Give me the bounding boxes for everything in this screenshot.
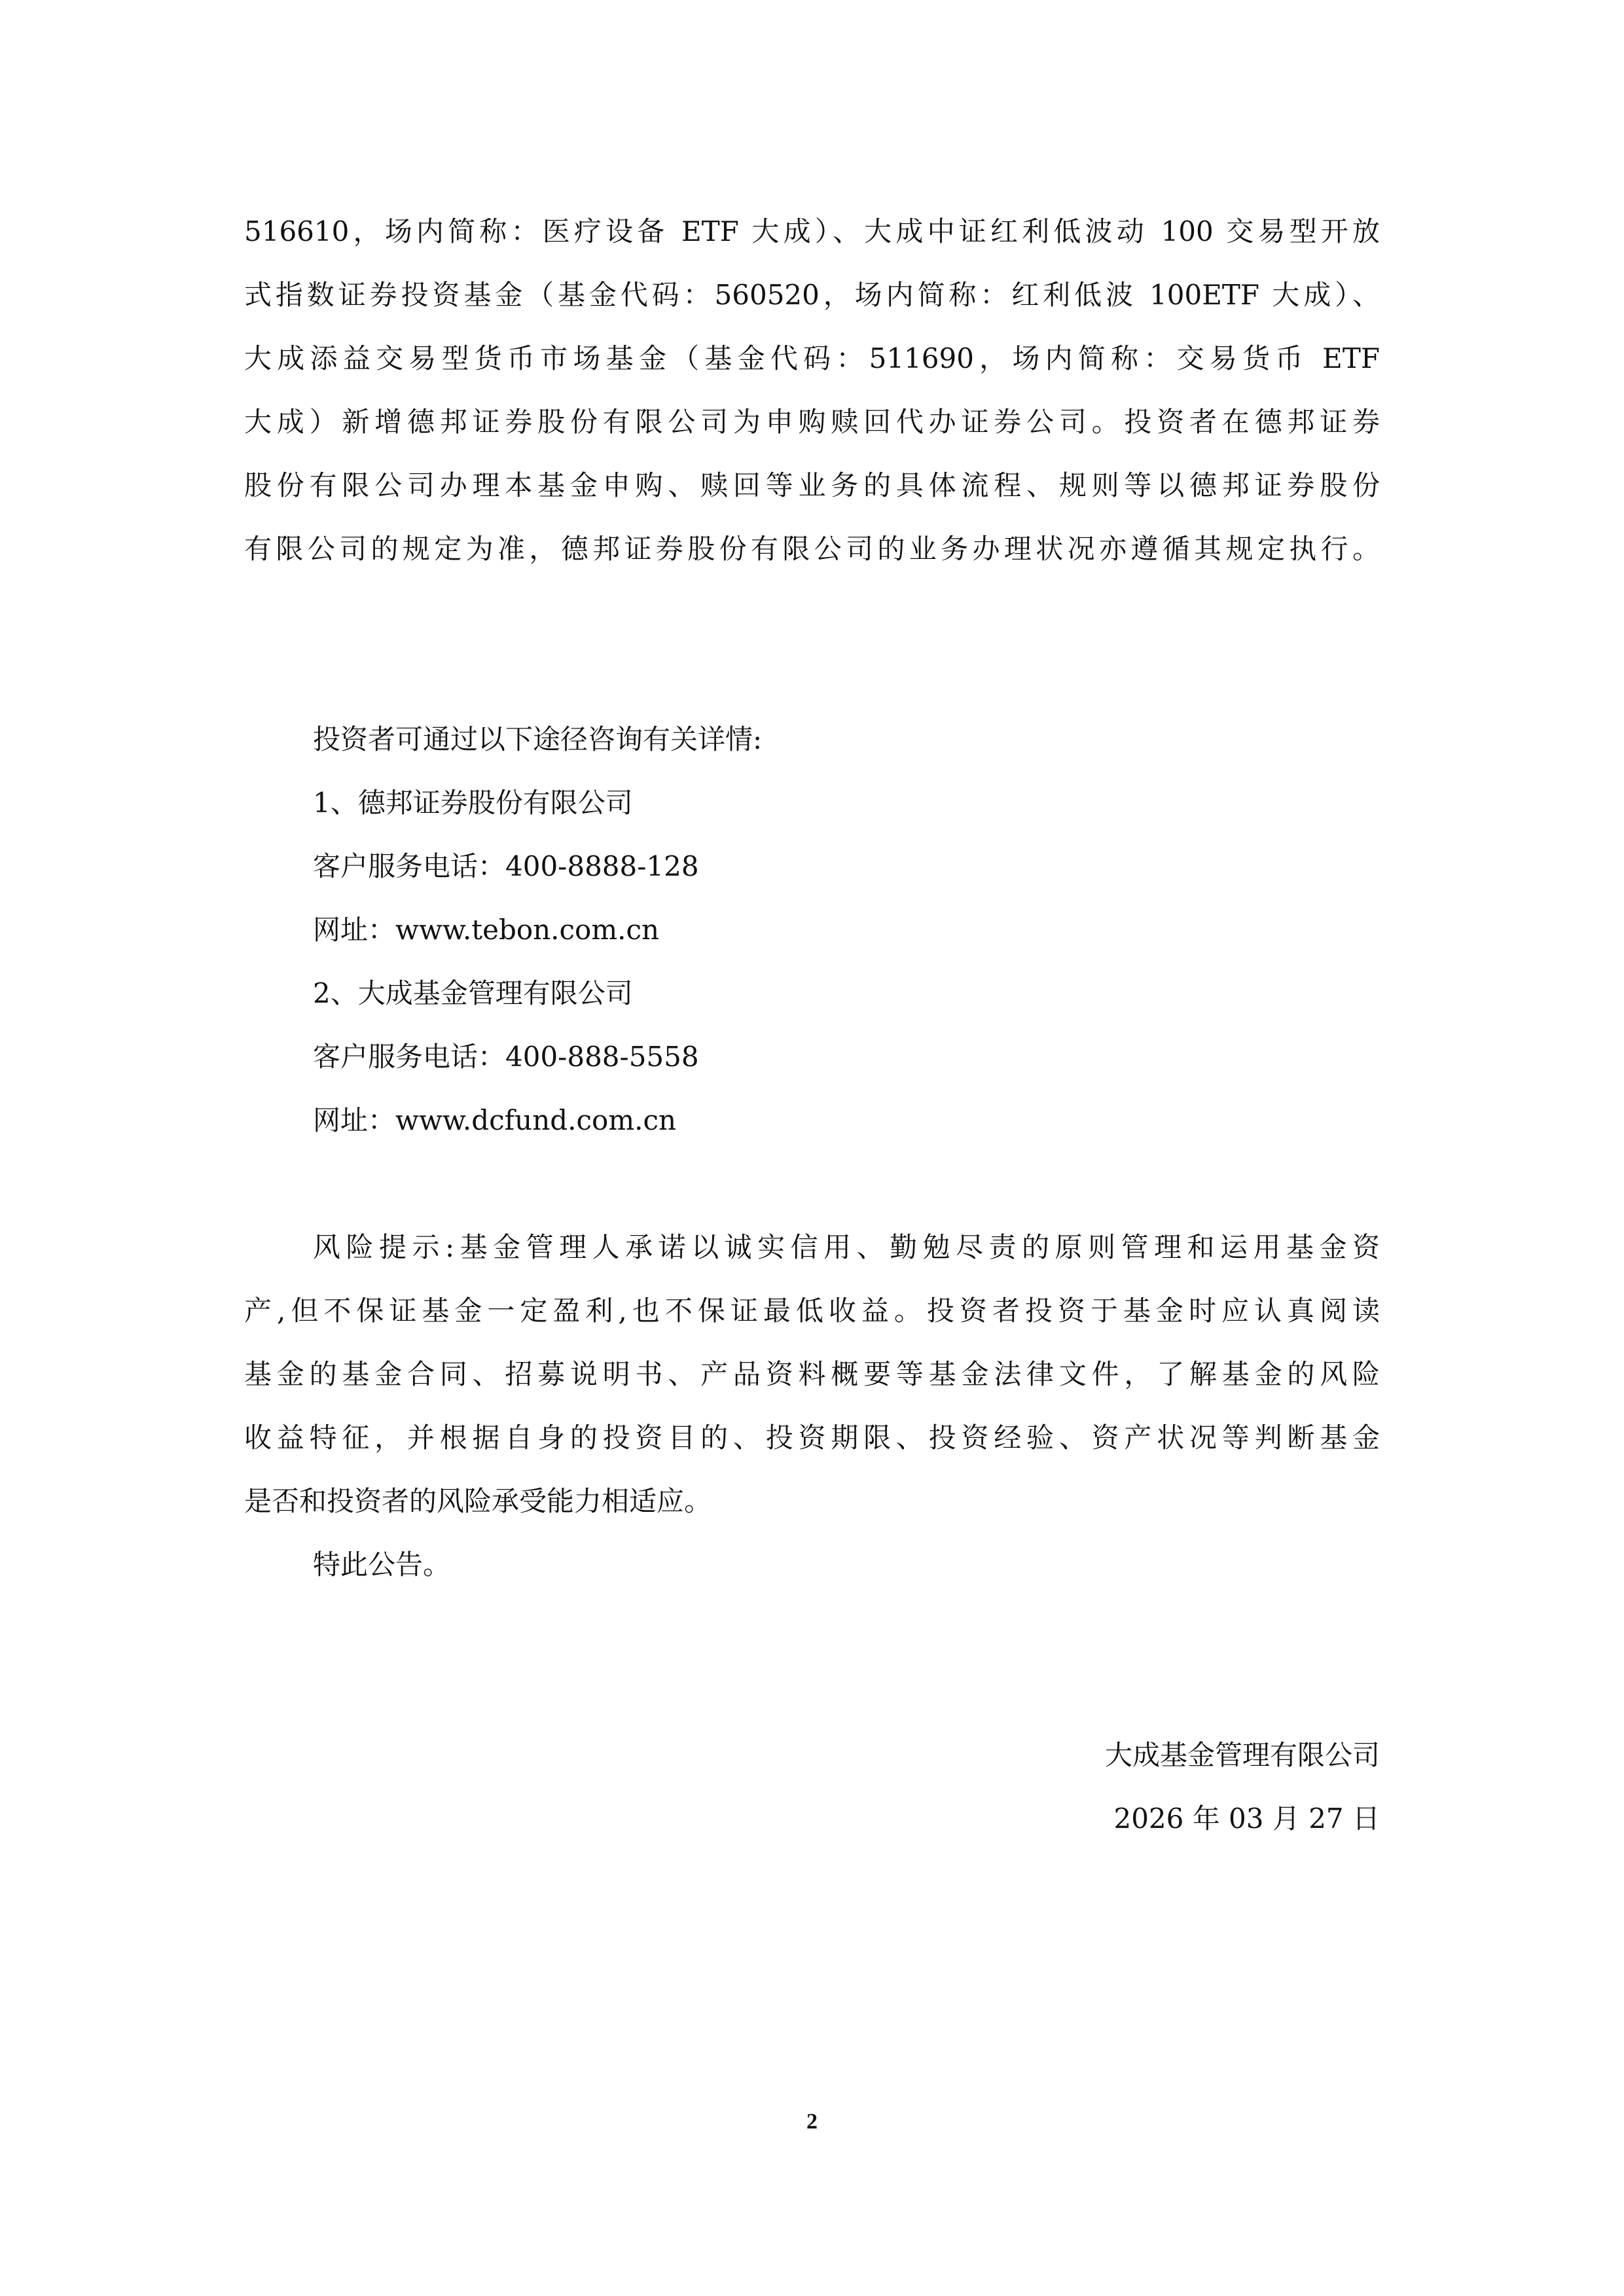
paragraph-line: 有限公司的规定为准，德邦证券股份有限公司的业务办理状况亦遵循其规定执行。 bbox=[244, 533, 1380, 565]
risk-line: 收益特征，并根据自身的投资目的、投资期限、投资经验、资产状况等判断基金 bbox=[244, 1422, 1380, 1454]
risk-line: 风险提示:基金管理人承诺以诚实信用、勤勉尽责的原则管理和运用基金资 bbox=[313, 1231, 1380, 1263]
contact-intro: 投资者可通过以下途径咨询有关详情: bbox=[313, 723, 763, 755]
contact-org1-url: 网址：www.tebon.com.cn bbox=[313, 914, 660, 946]
paragraph-line: 式指数证券投资基金（基金代码：560520，场内简称：红利低波 100ETF 大成）、 bbox=[244, 279, 1380, 311]
contact-org1-name: 1、德邦证券股份有限公司 bbox=[313, 787, 633, 819]
risk-line: 产,但不保证基金一定盈利,也不保证最低收益。投资者投资于基金时应认真阅读 bbox=[244, 1295, 1380, 1327]
risk-line: 是否和投资者的风险承受能力相适应。 bbox=[244, 1485, 712, 1517]
paragraph-line: 股份有限公司办理本基金申购、赎回等业务的具体流程、规则等以德邦证券股份 bbox=[244, 469, 1380, 501]
page-number: 2 bbox=[806, 2109, 818, 2134]
risk-line: 基金的基金合同、招募说明书、产品资料概要等基金法律文件，了解基金的风险 bbox=[244, 1358, 1380, 1390]
signature-company: 大成基金管理有限公司 bbox=[1104, 1739, 1380, 1771]
contact-org2-phone: 客户服务电话：400-888-5558 bbox=[313, 1041, 699, 1073]
paragraph-line: 大成添益交易型货币市场基金（基金代码：511690，场内简称：交易货币 ETF bbox=[244, 342, 1380, 374]
contact-org1-phone: 客户服务电话：400-8888-128 bbox=[313, 850, 699, 882]
paragraph-line: 大成）新增德邦证券股份有限公司为申购赎回代办证券公司。投资者在德邦证券 bbox=[244, 406, 1380, 438]
contact-org2-url: 网址：www.dcfund.com.cn bbox=[313, 1104, 677, 1136]
closing-statement: 特此公告。 bbox=[313, 1549, 451, 1581]
contact-org2-name: 2、大成基金管理有限公司 bbox=[313, 977, 633, 1009]
signature-date: 2026 年 03 月 27 日 bbox=[1113, 1803, 1380, 1835]
paragraph-line: 516610，场内简称：医疗设备 ETF 大成）、大成中证红利低波动 100 交易型开放 bbox=[244, 215, 1380, 247]
